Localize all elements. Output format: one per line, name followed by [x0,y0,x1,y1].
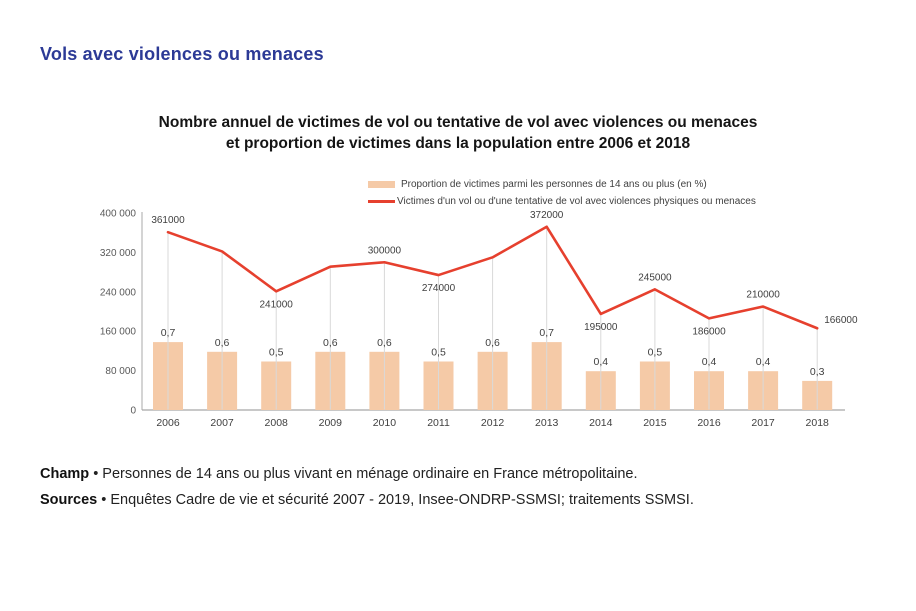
year-label: 2010 [372,417,397,429]
point-label: 210000 [746,289,780,301]
bar-label: 0,7 [160,327,176,340]
point-label: 300000 [367,245,402,257]
bullet-icon: • [101,492,107,508]
bar-label: 0,4 [755,356,771,369]
bar-label: 0,7 [539,327,555,340]
point-label: 245000 [638,272,672,284]
year-label: 2017 [751,417,775,429]
year-label: 2007 [210,417,234,429]
chart-footnotes [40,461,694,513]
bar-label: 0,4 [701,356,717,369]
year-label: 2015 [643,417,667,429]
chart-title-line2: et proportion de victimes dans la population entre 2006 et 2018 [225,135,691,152]
bar-label: 0,5 [647,346,663,359]
year-label: 2014 [589,417,613,429]
year-label: 2018 [805,417,829,429]
footnote-sources: Sources • Enquêtes Cadre de vie et sécurité 2007 - 2019, Insee-ONDRP-SSMSI; traitements SSMSI. [40,492,694,508]
point-label: 195000 [584,321,618,333]
year-label: 2008 [264,417,288,429]
year-label: 2009 [318,417,342,429]
year-label: 2013 [535,417,559,429]
bar-label: 0,3 [809,365,825,378]
bar-label: 0,5 [431,346,446,359]
legend-label-bars: Proportion de victimes parmi les personnes de 14 ans ou plus (en %) [401,179,707,190]
bar-label: 0,6 [322,336,338,349]
point-label: 274000 [421,283,456,295]
bar-label: 0,6 [485,336,500,349]
year-label: 2011 [427,417,450,429]
legend-label-line: Victimes d'un vol ou d'une tentative de vol avec violences physiques ou menaces [397,196,756,207]
point-label: 166000 [824,315,858,327]
bar-label: 0,5 [268,346,284,359]
point-label: 372000 [530,209,564,221]
y-tick-label: 320 000 [99,247,136,259]
y-tick-label: 240 000 [99,287,136,299]
point-label: 241000 [259,299,293,311]
year-label: 2006 [156,417,180,429]
y-tick-label: 400 000 [99,208,136,220]
point-label: 186000 [692,326,726,338]
chart-title-line1: Nombre annuel de victimes de vol ou tentative de vol avec violences ou menaces [158,114,758,131]
y-tick-label: 0 [130,405,136,417]
year-label: 2012 [480,417,505,429]
bar-label: 0,6 [214,336,230,349]
year-label: 2016 [697,417,721,429]
footnote-champ: Champ • Personnes de 14 ans ou plus vivant en ménage ordinaire en France métropolitaine. [40,466,638,482]
section-heading: Vols avec violences ou menaces [40,44,324,64]
bar-label: 0,4 [593,356,609,369]
bar-label: 0,6 [377,336,392,349]
y-tick-label: 80 000 [105,366,136,378]
bullet-icon: • [93,466,99,482]
point-label: 361000 [151,215,185,227]
y-tick-label: 160 000 [99,326,136,338]
